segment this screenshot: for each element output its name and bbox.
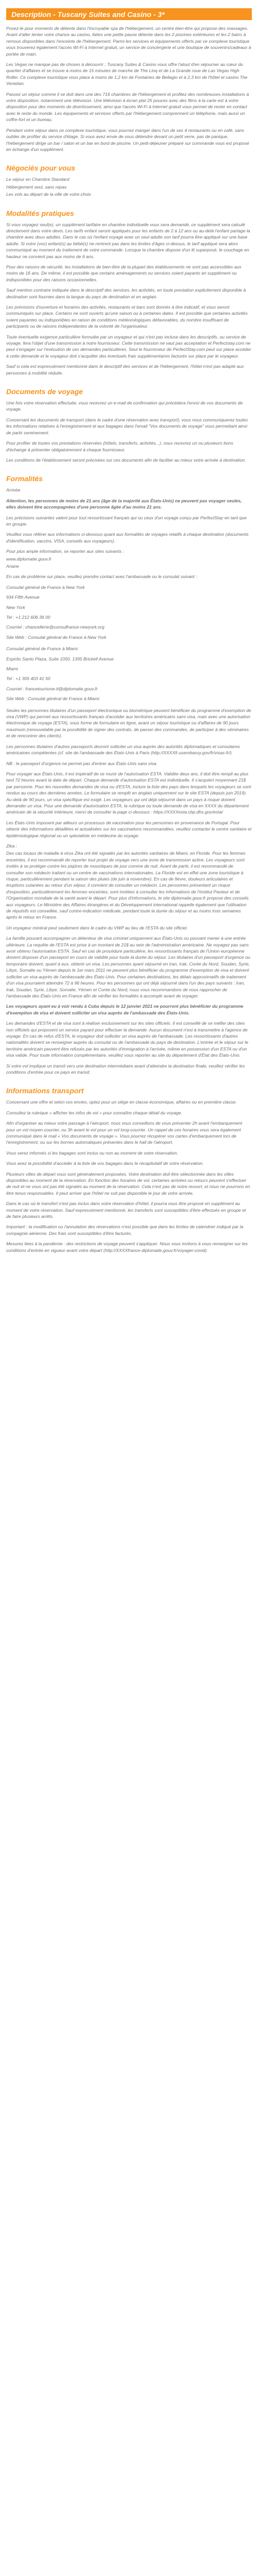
formalites-title: Formalités [6,474,43,483]
modalites-section [6,209,252,377]
transport-section [6,1087,252,1253]
formalites-paragraph: NB : le passeport d'urgence ne permet pas d'entrer aux États-Unis sans visa. [6,760,158,766]
documents-section [6,387,252,463]
description-paragraph: Pendant votre séjour dans ce complexe touristique, vous pourrez manger dans l'un de ses 4 restaurants ou en café, sans oublier de profiter du service d'étage. Si vous avez envie de vous détendre devant un petit verre, pas de panique, l'hébergement dirige un bar / salon et un bar en bord de piscine. Un petit-déjeuner préparé sur commande vous est proposé en échange d'un supplément. [6,127,249,152]
modalites-title: Modalités pratiques [6,209,74,217]
transport-paragraph: Vous avez la possibilité d'accéder à la liste de vos bagages dans le récapitulatif de votre réservation. [6,1161,204,1166]
formalites-paragraph: Pour plus ample information, se reporter aux sites suivants : [6,549,124,554]
consulate-miami [6,646,252,702]
consulate-line: New York [6,604,25,610]
formalites-paragraph: Des cas locaux de maladie à virus Zika ont été signalés par les autorités sanitaires de Miami, en Floride. Pour les femmes enceintes, il est recommandé de reporter tout projet de voyage vers une zone de transmission active. Les voyageurs sont invités à se protéger contre les piqûres de moustiques de jour comme de nuit. Avant de partir, il est recommandé de consulter son médecin traitant ou un centre de vaccinations internationales. La Floride est en effet une zone touristique à risque, particulièrement pendant la saison des pluies (de juin à novembre). En cas de fièvre, douleurs articulaires et éruptions cutanées au retour d'un séjour, il convient de consulter un médecin. Les personnes présentant un risque d'exposition, particulièrement les femmes enceintes, sont invitées à consulter les informations de l'Institut Pasteur et de l'Organisation mondiale de la santé avant le départ. Pour plus d'informations, le site diplomatie.gouv.fr propose des conseils aux voyageurs. Le Ministère des Affaires étrangères et du Développement international rappelle également que l'utilisation de répulsifs est conseillée, sauf contre-indication médicale, pendant toute la durée du séjour et au moins trois semaines après le retour en France. [6,851,249,920]
formalites-label-zika: Zika : [6,843,18,849]
formalites-paragraph: Pour voyager aux États-Unis, il est impératif de se munir de l'autorisation ESTA. Validée deux ans, il doit être rempli au plus tard 72 heures avant la date de départ. Chaque demande d'autorisation ESTA est individuelle. Il s'acquiert moyennant 21$ par personne. Pour les nouvelles demandes de visa ou d'ESTA, inclure la liste des pays dans lesquels les voyageurs se sont rendus au cours des dernières années. Le formulaire se remplit en anglais uniquement sur le site ESTA (depuis juin 2019). Au-delà de 90 jours, un visa spécifique est exigé. Les voyageurs qui ont déjà séjourné dans un pays à risque doivent demander un visa. Pour une demande d'autorisation ESTA, la rubrique ou toute demande de visa en XXXX du département américain de la sécurité intérieure, merci de consulter la page ci-dessous : https://XXXXesta.cbp.dhs.gov/esta/ [6,771,251,815]
formalites-paragraph: Les personnes titulaires d'autres passeports devront solliciter un visa auprès des autorités diplomatiques et consulaires américaines compétentes (cf. site de l'ambassade des États-Unis à Paris (http://XXXXfr.usembassy.gov/fr/visas-fr/). [6,743,240,756]
documents-paragraph: Pour profiter de toutes vos prestations réservées (hôtels, transferts, activités...), vous recevrez un ou plusieurs bons d'échange à présenter obligatoirement à chaque fournisseur. [6,440,233,452]
documents-paragraph: Une fois votre réservation effectuée, vous recevrez un e-mail de confirmation qui précédera l'envoi de vos documents de voyage. [6,400,243,412]
consulate-website[interactable]: Site Web : Consulat général de France à Miami [6,696,100,702]
formalites-paragraph: Veuillez vous référer aux informations ci-dessous quant aux formalités de voyages relatifs à chaque destination (documents d'identification, vaccins, VISA, conseils aux voyageurs). [6,532,249,544]
consulate-line: Consulat général de France à Miami [6,646,78,652]
transport-paragraph: Vous serez informés si les bagages sont inclus ou non au moment de votre réservation. [6,1150,179,1156]
modalites-paragraph: Pour des raisons de sécurité, les installations de bien-être de la plupart des établissements ne sont pas accessibles aux moins de 16 ans. De même, il est possible que certains aménagements ou services soient payants en supplément ou indisponibles pour des raisons occasionnelles. [6,264,241,282]
description-paragraph: Passez un séjour comme il se doit dans une des 716 chambres de l'hébergement et profitez des nombreuses installations à votre disposition, notamment une télévision. Une télévision à écran plat 25 pouces avec des films à la carte est à votre disposition pour des moments de divertissement, ainsi que l'accès Wi-Fi à Internet gratuit vous permet de rester en contact avec le reste du monde. Les équipements et services offerts par l'hébergement comprennent un téléphone, mais aussi un coffre-fort et un bureau. [6,91,249,123]
consulate-new-york [6,584,252,640]
formalites-warning: Attention, les personnes de moins de 21 ans (âge de la majorité aux États-Unis) ne peuvent pas voyager seules, elles doivent être accompagnées d'une personne âgée d'au moins 21 ans. [6,498,242,510]
documents-paragraph: Les conditions de l'établissement seront précisées sur ces documents afin de faciliter au mieux votre arrivée à destination. [6,457,246,463]
formalites-cuba-warning: Les voyageurs ayant eu à voir rendu à Cuba depuis le 12 janvier 2021 ne pourront plus bénéficier du programme d'exemption de visa et doivent solliciter un visa auprès de l'ambassade des États-Unis. [6,1004,244,1015]
transport-title: Informations transport [6,1087,84,1095]
modalites-paragraph: Les prévisions d'ouverture et horaires des activités, restaurants et bars sont donnés à titre indicatif, et vous seront communiqués sur place. Certains ne sont ouverts qu'une saison ou à certaines dates. Il est possible que certaines activités soient payantes ou indisponibles en raison de conditions météorologiques défavorables, du nombre insuffisant de participants ou de raisons indépendantes de la volonté de l'organisateur. [6,304,248,329]
documents-paragraph: Concernant les documents de transport (dans le cadre d'une réservation avec transport), vous nous communiquerez toutes les informations relatives à l'enregistrement et aux bagages dans l'email "Vos documents de voyage" vous permettant ainsi de partir sereinement. [6,417,248,435]
consulate-line: Miami [6,666,18,672]
transport-paragraph: Mesures liées à la pandémie : des restrictions de voyage peuvent s'appliquer. Nous vous invitons à vous renseigner sur les conditions d'entrée en vigueur avant votre départ (http://XXXXfrance-diplomatie.gouv.fr/voyager-covid). [6,1241,248,1253]
formalites-paragraph: Les précisions suivantes valent pour tout ressortissant français qui ou ceux d'un voyage conçu par PerfectStay en tant que en groupe. [6,515,247,527]
transport-paragraph: Concernant une offre et selon vos envies, optez pour un siège en classe économique, affaires ou en première classe. [6,1099,237,1105]
documents-title: Documents de voyage [6,387,83,396]
transport-paragraph: Plusieurs villes de départ vous sont généralement proposées. Votre destination doit être sélectionnée dans les villes disponibles au moment de la réservation. En fonction des horaires de vol, certaines arrivées ou retours peuvent s'effectuer de nuit et ne vous ont pas été signalés au moment de la réservation. Cela n'est pas de notre ressort, et nous ne pourrons en être tenus responsables. Il peut arriver que l'hôtel ne soit pas disponible le jour de votre arrivée. [6,1171,250,1196]
formalites-paragraph: Un voyageur minéral peut seulement dans le cadre du VWP au lieu de l'ESTA du site officiel. [6,925,188,930]
negocies-title: Négociés pour vous [6,164,75,173]
transport-paragraph: Important : la modification ou l'annulation des réservations n'est possible que dans les limites de calendrier indiqué par la compagnie aérienne. Des frais sont susceptibles d'être facturés. [6,1224,244,1236]
description-paragraph: Les Vegas ne manque pas de choses à découvrir ; Tuscany Suites & Casino vous offre l'atout d'en séjourner au cœur du quartier d'affaires et se trouve à moins de 15 minutes de marche de The Linq et de La Grande roue de Las Vegas High Roller. Ce complexe touristique vous place à moins de 1,2 km de Fontaines de Bellagio et à 2,3 km de l'hôtel et casino The Venetian. [6,62,248,87]
formalites-label-arrivee: Arrivée [6,487,21,493]
consulate-line: Espirito Santo Plaza, Suite 1050, 1395 Brickell Avenue [6,656,114,662]
negocies-item: Les vols au départ de la ville de votre choix [6,192,91,197]
negocies-item: Hébergement seul, sans repas [6,184,67,190]
consulate-email[interactable]: Courriel : francetourisme-tl@diplomatie.gouv.fr [6,686,98,691]
description-paragraph: Posez-le pour moments de détente dans l'incroyable spa de l'hébergement, un centre bien-être qui propose des massages. Avant d'aller tenter votre chance au casino, faites une petite pause détente dans les 2 piscines extérieures et les 2 bains à remous disponibles dans l'enceinte de l'hébergement. Parmi les services et équipements offerts par ce complexe touristique vous trouverez également l'accès Wi-Fi à Internet gratuit, un service de conciergerie et une boutique de souvenirs/cadeaux à portée de main. [6,26,251,57]
formalites-paragraph: Si votre vol implique un transit vers une destination intermédiaire avant d'atteindre la destination finale, veuillez vérifier les conditions d'entrée pour ce pays en transit. [6,1063,245,1075]
transport-paragraph: Consultez la rubrique « afficher les infos de vol » pour connaître chaque détail du voyage. [6,1110,183,1115]
formalites-paragraph: Les États-Unis imposent par ailleurs un processus de vaccination pour les personnes en provenance de Portugal. Pour obtenir des informations détaillées et actualisées sur les vaccinations recommandées, veuillez contacter le centre sanitaire et épidémiologique régional ou un spécialiste en médecine du voyage. [6,820,252,838]
ariane-link[interactable]: Ariane [6,563,19,569]
page [0,8,258,1278]
modalites-paragraph: Sauf mention contraire indiquée dans le descriptif des services, les activités, en toute prestation explicitement disponible à destination sont fournies dans la langue du pays de destination et en anglais. [6,287,246,299]
diplomatie-link[interactable]: www.diplomatie.gouv.fr [6,556,52,562]
consulate-email[interactable]: Courriel : chancellerie@consulfrance-newyork.org [6,624,105,630]
formalites-paragraph: La famille pouvant accompagner un détenteur de visa criminel uniquement aux États-Unis ou pouvant mener à une entrée ultérieure. La requête de l'ESTA est prise à un montant de 21$ au sein de l'administration américaine. Ne voyagez pas sans avoir obtenu l'autorisation ESTA. Sauf en cas de procédure particulière, les ressortissants français de l'Union européenne doivent disposer d'un passeport en cours de validité pour toute la durée du séjour. Les titulaires d'un passeport d'urgence ou temporaire doivent, quant à eux, obtenir un visa. Les personnes ayant séjourné en Iran, Irak, Corée du Nord, Soudan, Syrie, Libye, Somalie ou Yémen depuis le 1er mars 2011 ne peuvent plus bénéficier du programme d'exemption de visa et doivent solliciter un visa auprès de l'ambassade des États-Unis. Pour certaines destinations, les délais approximatifs de traitement d'un visa pourraient atteindre 72 à 96 heures. Pour les personnes qui ont déjà séjourné dans l'un des pays suivants : Iran, Irak, Soudan, Syrie, Libye, Somalie, Yémen et Corée du Nord, nous vous recommandons de vous rapprocher de l'ambassade des États-Unis en France afin de vérifier les formalités à accomplir avant de voyager. [6,936,250,998]
modalites-paragraph: Si vous voyagez seul(e), un supplément tarifaire en chambre individuelle vous sera demandé, ce supplément sera calculé directement dans votre devis. Les tarifs enfant seront appliqués pour les enfants de 2 à 12 ans ou au-delà l'enfant partage la chambre avec deux adultes. Dans le cas où l'enfant voyage avec un seul adulte son tarif pourra être appliqué sur une base adulte. Si votre (vos) enfant(s) au bébé(s) ne rentrent pas dans les limites d'âges ci-dessus, le tarif appliqué sera alors communiqué au moment du traitement de votre commande. Lorsque la chambre dispose d'un lit superposé, le couchage en hauteur ne convient pas aux moins de 6 ans. [6,222,250,259]
modalites-paragraph: Sauf si cela est expressément mentionné dans le descriptif des services et de l'hébergement, l'hôtel n'est pas adapté aux personnes à mobilité réduite. [6,364,244,376]
negocies-item: Le séjour en Chambre Standard [6,177,70,182]
formalites-paragraph: En cas de problème sur place, veuillez prendre contact avec l'ambassade ou le consulat suivant : [6,574,197,580]
consulate-line: Consulat général de France à New York [6,584,85,590]
modalites-paragraph: Toute éventuelle exigence particulière formulée par un voyageur et qui n'est pas incluse dans les descriptifs, ou service de voyage, fera l'objet d'une transmission à notre fournisseur. Cette transmission ne vaut pas acceptation et Perfectstay.com ne peut s'engager sur l'exécution de ces demandes particulières. Seul le fournisseur de PerfectStay.com peut sur place accéder à cette demande et le voyageur doit s'acquitter des éventuels frais supplémentaires facturés sur place par le voyageur. [6,334,251,359]
transport-paragraph: Dans le cas où le transfert n'est pas inclus dans votre réservation d'hôtel, il pourra vous être proposé en supplément au moment de votre réservation. Sauf expressément mentionné, les transferts sont susceptibles d'être effectués en groupe et de faire plusieurs arrêts. [6,1201,246,1219]
page-title: Description - Tuscany Suites and Casino - 3* [6,8,252,20]
negocies-section [6,164,252,197]
formalites-paragraph: Seules les personnes titulaires d'un passeport électronique ou biométrique peuvent bénéficier du programme d'exemption de visa (VWP) qui permet aux ressortissants français d'accéder aux territoires américains sans visa, mais avec une autorisation électronique de voyage (ESTA), sous forme de formulaire en ligne, avant un séjour touristique ou d'affaires de 90 jours maximum (renouvelable par la possibilité de signer des contrats, de passer des commandes, de participer à des séminaires et de rencontrer des clients). [6,707,251,739]
consulate-line: 934 Fifth Avenue [6,595,40,600]
consulate-website[interactable]: Site Web : Consulat général de France à New York [6,634,107,640]
transport-paragraph: Afin d'organiser au mieux votre passage à l'aéroport, nous vous conseillons de vous présenter 2h avant l'embarquement pour un vol moyen-courrier, ou 3h avant le vol pour un vol long-courrier. Un rappel de ces horaires vous sera également communiqué dans le mail « Vos documents de voyage ». Vous pourrez récupérer vos cartes d'embarquement lors de l'enregistrement, ou sur les bornes automatiques présentes dans le hall de l'aéroport. [6,1121,243,1145]
consulate-line: Tel : +1 305 403 41 50 [6,676,51,682]
formalites-section [6,474,252,1075]
consulate-line: Tel : +1 212 606 36 00 [6,615,51,620]
description-section [6,25,252,152]
formalites-paragraph: Les demandes d'ESTA et de visa sont à réaliser exclusivement sur les sites officiels. Il est conseillé de se méfier des sites non officiels qui proposent un service payant pour effectuer la demande. Aucun document n'est à transmettre à l'agence de voyage. En cas de refus d'ESTA, le voyageur doit solliciter un visa auprès de l'ambassade. Les ressortissants d'autres nationalités doivent se renseigner auprès du consulat ou de l'ambassade du pays de destination. L'entrée et le séjour sur le territoire américain peuvent être refusés par les autorités d'immigration à l'arrivée, même en possession d'un ESTA ou d'un visa valide. Pour toute information complémentaire, veuillez vous reporter au site du département d'État des États-Unis. [6,1021,249,1058]
